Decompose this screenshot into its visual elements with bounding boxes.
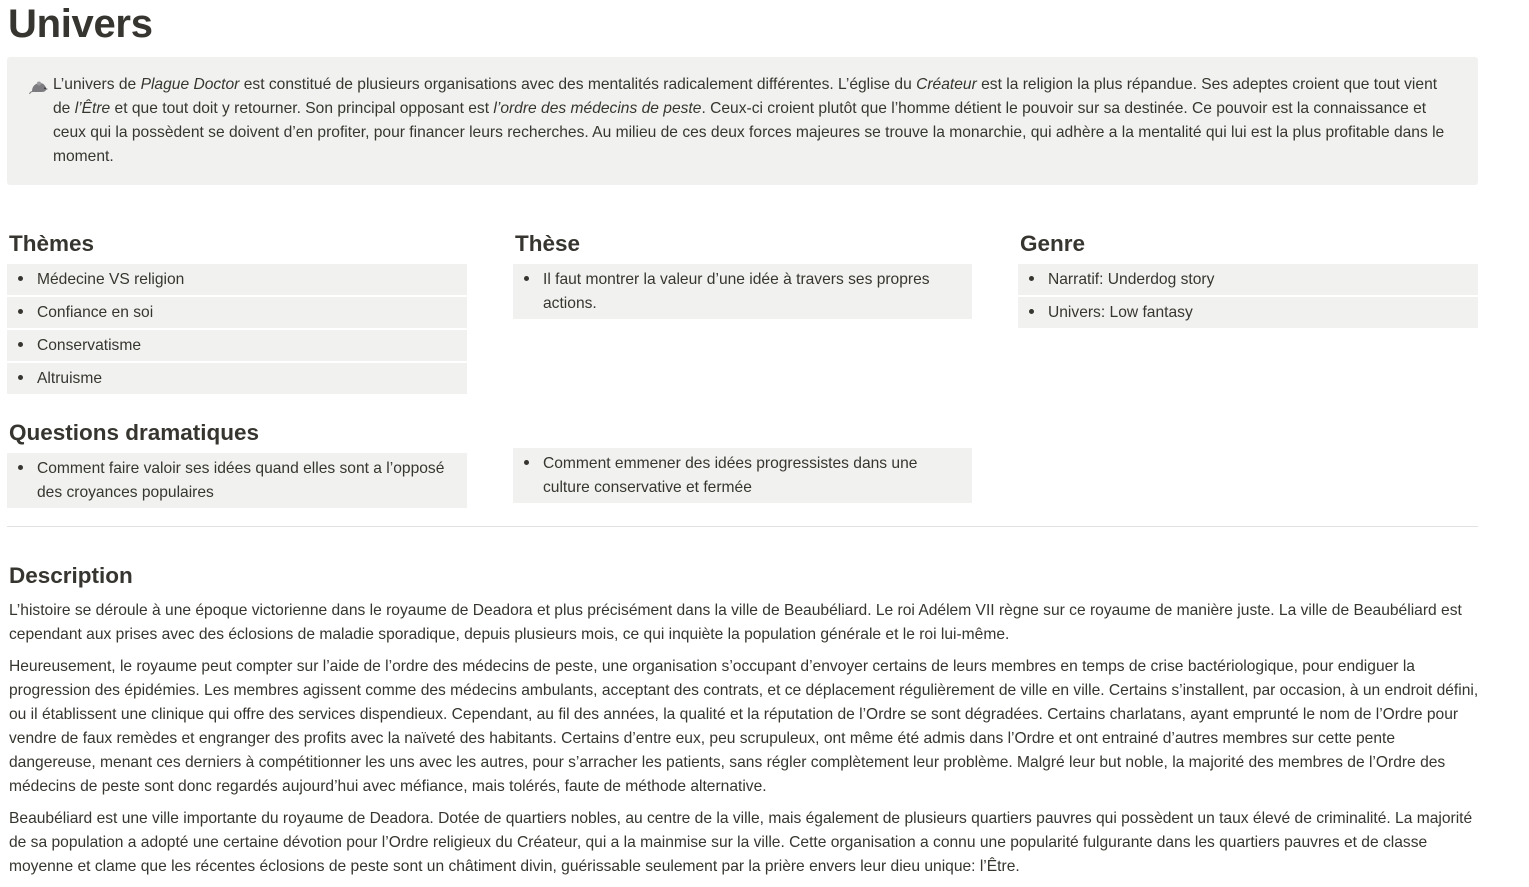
themes-heading: Thèmes (9, 231, 95, 256)
themes-list (7, 264, 467, 394)
intro-segment: . Ceux-ci croient plutôt que l’homme détient le pouvoir sur sa destinée. Ce pouvoir est la connaissance et ceux qui la possèdent se doivent d’en profiter, pour financer leurs recherches. Au milieu de ces deux forces majeures se trouve la monarchie, qui adhère a la mentalité qui lui est la plus profitable dans le moment. (53, 100, 1445, 165)
genre-heading: Genre (1020, 231, 1086, 256)
intro-segment: et que tout doit y retourner. Son principal opposant est (110, 100, 494, 117)
description-paragraph[interactable]: Beaubéliard est une ville importante du royaume de Deadora. Dotée de quartiers nobles, au centre de la ville, mais également de plusieurs quartiers pauvres qui possèdent un taux élevé de criminalité. La majorité de sa population a adopté une certaine dévotion pour l’Ordre religieux du Créateur, qui a la mainmise sur la ville. Cette organisation a connu une popularité fulgurante dans les quartiers pauvres et de classe moyenne et clame que les récentes éclosions de peste sont un châtiment divin, guérissable seulement par la prière envers leur dieu unique: l’Être. (9, 810, 1473, 875)
list-item[interactable]: Narratif: Underdog story (1018, 264, 1478, 295)
divider (7, 526, 1478, 527)
list-item[interactable]: Il faut montrer la valeur d’une idée à travers ses propres actions. (513, 264, 972, 319)
intro-emphasis: l’ordre des médecins de peste (493, 100, 702, 117)
these-heading: Thèse (515, 231, 581, 256)
intro-segment: est la religion la plus répandue. Ses adeptes croient que tout vient de (53, 76, 1438, 117)
questions-column-2 (513, 448, 972, 505)
genre-list (1018, 264, 1478, 328)
intro-text (53, 73, 1456, 169)
list-item[interactable]: Comment faire valoir ses idées quand elles sont a l’opposé des croyances populaires (7, 453, 467, 508)
intro-emphasis: Créateur (916, 76, 977, 93)
questions-column (7, 419, 467, 510)
page-title[interactable]: Univers (8, 2, 153, 46)
questions-heading: Questions dramatiques (9, 420, 260, 445)
intro-emphasis: l’Être (74, 100, 111, 117)
intro-segment: est constitué de plusieurs organisations avec des mentalités radicalement différentes. L’église du (239, 76, 917, 93)
list-item[interactable]: Comment emmener des idées progressistes dans une culture conservative et fermée (513, 448, 972, 503)
description-body (9, 599, 1481, 887)
description-heading: Description (9, 563, 133, 588)
list-item[interactable]: Altruisme (7, 363, 467, 394)
intro-emphasis: Plague Doctor (140, 76, 240, 93)
list-item[interactable]: Univers: Low fantasy (1018, 297, 1478, 328)
themes-column (7, 230, 467, 396)
description-paragraph[interactable]: Heureusement, le royaume peut compter sur l’aide de l’ordre des médecins de peste, une organisation s’occupant d’envoyer certains de leurs membres en temps de crise bactériologique, pour endiguer la progression des épidémies. Les membres agissent comme des médecins ambulants, acceptant des contrats, et ce déplacement régulièrement de ville en ville. Certains s’installent, par occasion, à un endroit défini, ou il établissent une clinique qui offre des services dispendieux. Cependant, au fil des années, la qualité et la réputation de l’Ordre se sont dégradées. Certains charlatans, ayant emprunté le nom de l’Ordre pour vendre de faux remèdes et engranger des profits avec la naïveté des habitants. Certains d’entre eux, peu scrupuleux, ont même été admis dans l’Ordre et ont entrainé d’autres membres sur cette pente dangereuse, menant ces derniers à compétitionner les uns avec les autres, pour s’arracher les patients, sans régler complètement leur problème. Malgré leur but noble, la majorité des membres de l’Ordre des médecins de peste sont donc regardés aujourd’hui avec méfiance, mais tolérés, faute de méthode alternative. (9, 658, 1479, 795)
genre-column (1018, 230, 1478, 330)
questions-list (7, 453, 467, 508)
rat-icon[interactable] (29, 79, 49, 95)
list-item[interactable]: Médecine VS religion (7, 264, 467, 295)
these-list (513, 264, 972, 319)
intro-segment: L’univers de (53, 76, 141, 93)
description-paragraph[interactable]: L’histoire se déroule à une époque victorienne dans le royaume de Deadora et plus précisément dans la ville de Beaubéliard. Le roi Adélem VII règne sur ce royaume de manière juste. La ville de Beaubéliard est cependant aux prises avec des éclosions de maladie sporadique, depuis plusieurs mois, ce qui inquiète la population générale et le roi lui-même. (9, 602, 1462, 643)
list-item[interactable]: Confiance en soi (7, 297, 467, 328)
intro-callout (7, 57, 1478, 185)
these-column (513, 230, 972, 321)
questions-list-2 (513, 448, 972, 503)
list-item[interactable]: Conservatisme (7, 330, 467, 361)
